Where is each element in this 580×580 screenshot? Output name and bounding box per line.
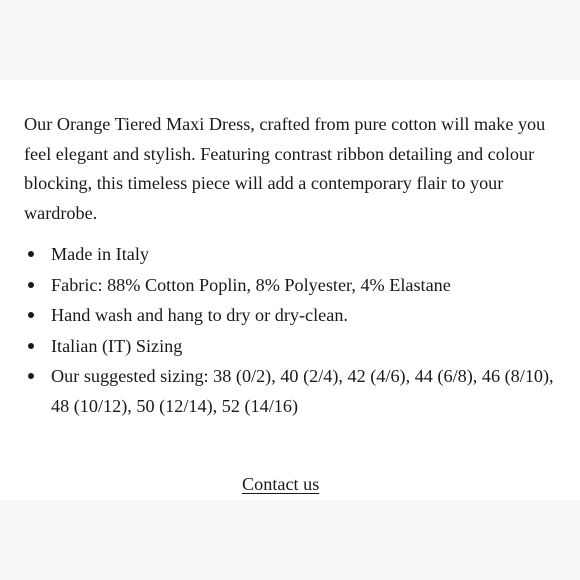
bullet-icon [28,343,34,349]
product-details-list [24,239,564,422]
top-band [0,0,580,80]
list-item-text: Fabric: 88% Cotton Poplin, 8% Polyester, 4% Elastane [51,274,451,295]
contact-us-link[interactable]: Contact us [242,474,320,494]
list-item-text: Our suggested sizing: 38 (0/2), 40 (2/4), 42 (4/6), 44 (6/8), 46 (8/10), 48 (10/12), 50 (12/14), 52 (14/16) [51,366,554,416]
bullet-icon [28,282,34,288]
bullet-icon [28,312,34,318]
list-item-text: Italian (IT) Sizing [51,335,183,356]
list-item [24,361,564,421]
list-item [24,270,564,300]
list-item-text: Hand wash and hang to dry or dry-clean. [51,305,348,325]
bottom-band [0,500,580,580]
list-item [24,239,564,269]
bullet-icon [28,373,34,379]
list-item [24,300,564,330]
list-item-text: Made in Italy [51,244,149,264]
list-item [24,331,564,361]
bullet-icon [28,251,34,257]
product-description: Our Orange Tiered Maxi Dress, crafted from pure cotton will make you feel elegant and stylish. Featuring contrast ribbon detailing and colour blocking, this timeless piece will add a contemporary flair to your wardrobe. [24,114,546,223]
